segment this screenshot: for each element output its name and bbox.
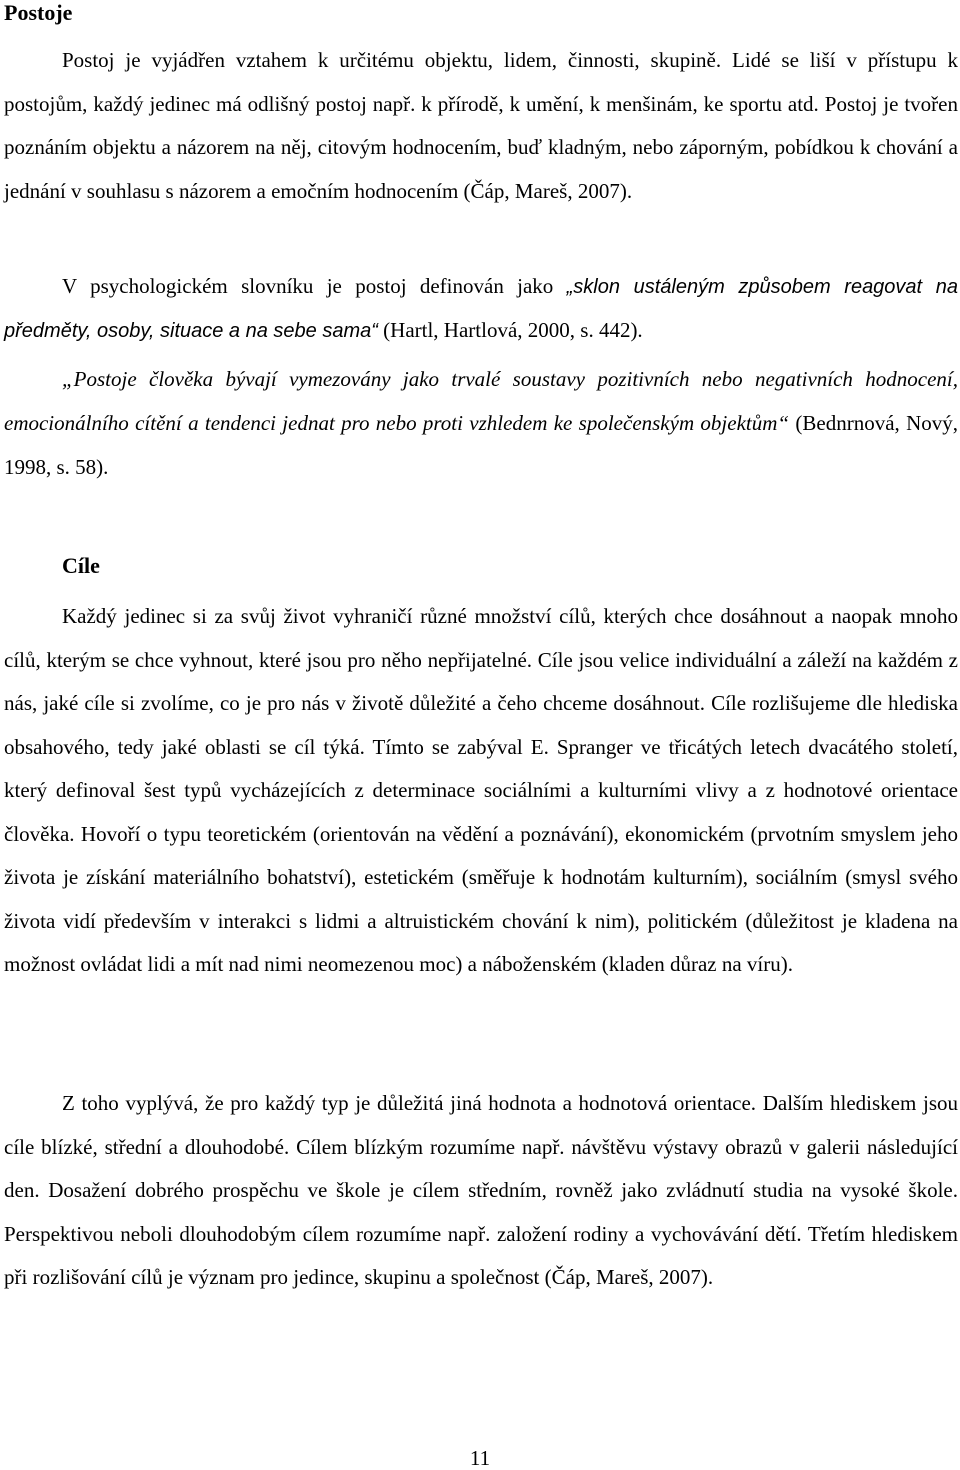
page-number: 11: [469, 1446, 491, 1470]
definition-quote: „sklon ustáleným způsobem reagovat na předměty, osoby, situace a na sebe sama“: [4, 276, 958, 342]
postoje-paragraph-3: [4, 357, 958, 489]
postoje-paragraph-2: [4, 265, 958, 353]
section-heading-cile: Cíle: [62, 553, 100, 578]
section-heading-postoje: Postoje: [4, 0, 73, 25]
attitude-citation: (Bednrnová, Nový, 1998, s. 58).: [4, 411, 958, 479]
attitude-quote: „Postoje člověka bývají vymezovány jako trvalé soustavy pozitivních nebo negativních hodnocení, emocionálního cítění a tendenci jednat pro nebo proti vzhledem ke společenským objektům“: [4, 367, 958, 435]
postoje-paragraph-1: Postoj je vyjádřen vztahem k určitému objektu, lidem, činnosti, skupině. Lidé se liší v přístupu k postojům, každý jedinec má odlišný postoj např. k přírodě, k umění, k menšinám, ke sportu atd. Postoj je tvořen poznáním objektu a názorem na něj, citovým hodnocením, buď kladným, nebo záporným, pobídkou k chování a jednání v souhlasu s názorem a emočním hodnocením (Čáp, Mareš, 2007).: [4, 48, 958, 203]
cile-paragraph-1: Každý jedinec si za svůj život vyhraničí různé množství cílů, kterých chce dosáhnout a naopak mnoho cílů, kterým se chce vyhnout, které jsou pro něho nepřijatelné. Cíle jsou velice individuální a záleží na každém z nás, jaké cíle si zvolíme, co je pro nás v životě důležité a čeho chceme dosáhnout. Cíle rozlišujeme dle hlediska obsahového, tedy jaké oblasti se cíl týká. Tímto se zabýval E. Spranger ve třicátých letech dvacátého století, který definoval šest typů vycházejících z determinace sociálními a kulturními vlivy a z hodnotové orientace člověka. Hovoří o typu teoretickém (orientován na vědění a poznávání), ekonomickém (prvotním smyslem jeho života je získání materiálního bohatství), estetickém (směřuje k hodnotám kulturním), sociálním (smysl svého života vidí především v interakci s lidmi a altruistickém chování k nim), politickém (důležitost je kladena na možnost ovládat lidi a mít nad nimi neomezenou moc) a náboženském (kladen důraz na víru).: [4, 604, 958, 976]
cile-paragraph-2: Z toho vyplývá, že pro každý typ je důležitá jiná hodnota a hodnotová orientace. Dalším hlediskem jsou cíle blízké, střední a dlouhodobé. Cílem blízkým rozumíme např. návštěvu výstavy obrazů v galerii následující den. Dosažení dobrého prospěchu ve škole je cílem středním, rovněž jako zvládnutí studia na vysoké škole. Perspektivou neboli dlouhodobým cílem rozumíme např. založení rodiny a vychovávání dětí. Třetím hlediskem při rozlišování cílů je význam pro jedince, skupinu a společnost (Čáp, Mareš, 2007).: [4, 1091, 958, 1289]
paragraph-2-text: V psychologickém slovníku je postoj definován jako: [62, 274, 567, 298]
definition-citation: (Hartl, Hartlová, 2000, s. 442).: [377, 318, 643, 342]
